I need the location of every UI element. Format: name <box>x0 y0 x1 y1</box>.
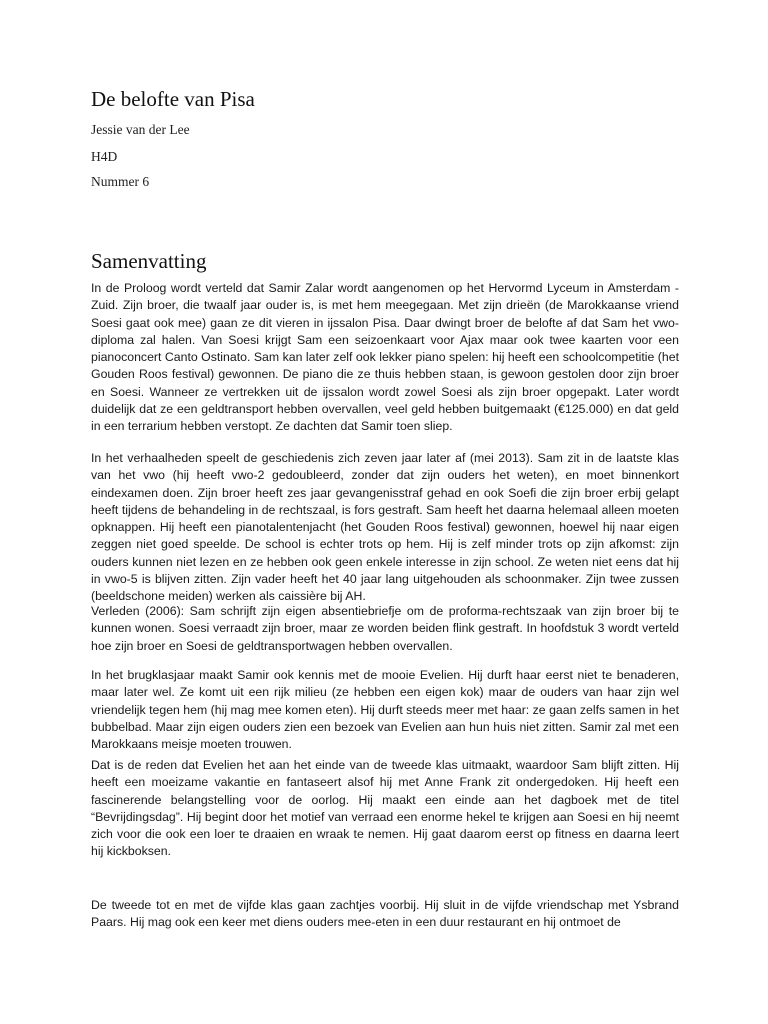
paragraph-proloog: In de Proloog wordt verteld dat Samir Zalar wordt aangenomen op het Hervormd Lyceum in Amsterdam -Zuid. Zijn broer, die twaalf jaar ouder is, is met hem meegegaan. Met zijn drieën (de Marokkaanse vriend Soesi gaat ook mee) gaan ze dit vieren in ijssalon Pisa. Daar dwingt broer de belofte af dat Sam het vwo-diploma zal halen. Van Soesi krijgt Sam een seizoenkaart voor Ajax maar ook twee kaarten voor een pianoconcert Canto Ostinato. Sam kan later zelf ook lekker piano spelen: hij heeft een schoolcompetitie (het Gouden Roos festival) gewonnen. De piano die ze thuis hebben staan, is gewoon gestolen door zijn broer en Soesi. Wanneer ze vertrekken uit de ijssalon wordt zowel Soesi als zijn broer opgepakt. Later wordt duidelijk dat ze een geldtransport hebben overvallen, veel geld hebben buitgemaakt (€125.000) en dat geld in een terrarium hebben verstopt. Ze dachten dat Samir toen sliep. <box>91 281 679 434</box>
class-label: H4D <box>91 149 118 164</box>
paragraph-evelien: Dat is de reden dat Evelien het aan het einde van de tweede klas uitmaakt, waardoor Sam blijft zitten. Hij heeft een moeizame vakantie en fantaseert alsof hij met Anne Frank zit ondergedoken. Hij heeft een fascinerende belangstelling voor de oorlog. Hij maakt een einde aan het dagboek met de titel “Bevrijdingsdag”. Hij begint door het motief van verraad een enorme hekel te krijgen aan Soesi en hij neemt zich voor die ook een loer te draaien en wraak te nemen. Hij gaat daarom eerst op fitness en daarna leert hij kickboksen. <box>91 758 679 859</box>
paragraph-verleden: Verleden (2006): Sam schrijft zijn eigen absentiebriefje om de proforma-rechtszaak van zijn broer bij te kunnen wonen. Soesi verraadt zijn broer, maar ze worden beiden flink gestraft. In hoofdstuk 3 wordt verteld hoe zijn broer en Soesi de geldtransportwagen hebben overvallen. <box>91 604 679 653</box>
document-title: De belofte van Pisa <box>91 87 255 111</box>
paragraph-brugklas: In het brugklasjaar maakt Samir ook kennis met de mooie Evelien. Hij durft haar eerst niet te benaderen, maar later wel. Ze komt uit een rijk milieu (ze hebben een eigen kok) maar de ouders van haar zijn wel vriendelijk tegen hem (hij mag mee komen eten). Hij durft steeds meer met haar: ze gaan zelfs samen in het bubbelbad. Maar zijn eigen ouders zien een bezoek van Evelien aan hun huis niet zitten. Samir zal met een Marokkaans meisje moeten trouwen. <box>91 668 679 752</box>
author-name: Jessie van der Lee <box>91 122 190 137</box>
paragraph-heden: In het verhaalheden speelt de geschiedenis zich zeven jaar later af (mei 2013). Sam zit in de laatste klas van het vwo (hij heeft vwo-2 gedoubleerd, zonder dat zijn ouders het weten), en moet binnenkort eindexamen doen. Zijn broer heeft zes jaar gevangenisstraf gehad en ook Soefi die zijn broer erbij gelapt heeft tijdens de behandeling in de rechtszaal, is fors gestraft. Sam heeft het daarna helemaal alleen moeten opknappen. Hij heeft een pianotalentenjacht (het Gouden Roos festival) gewonnen, hoewel hij naar eigen zeggen niet goed speelde. De school is echter trots op hem. Hij is zelf minder trots op zijn afkomst: zijn ouders kunnen niet lezen en ze hebben ook geen enkele interesse in zijn school. Ze weten niet eens dat hij in vwo-5 is blijven zitten. Zijn vader heeft het 40 jaar lang uitgehouden als schoonmaker. Zijn twee zussen (beeldschone meiden) werken als caissière bij AH. <box>91 451 679 604</box>
number-label: Nummer 6 <box>91 174 150 189</box>
paragraph-vijfde-klas: De tweede tot en met de vijfde klas gaan zachtjes voorbij. Hij sluit in de vijfde vriendschap met Ysbrand Paars. Hij mag ook een keer met diens ouders mee-eten in een duur restaurant en hij ontmoet de <box>91 898 679 930</box>
section-heading: Samenvatting <box>91 249 207 273</box>
